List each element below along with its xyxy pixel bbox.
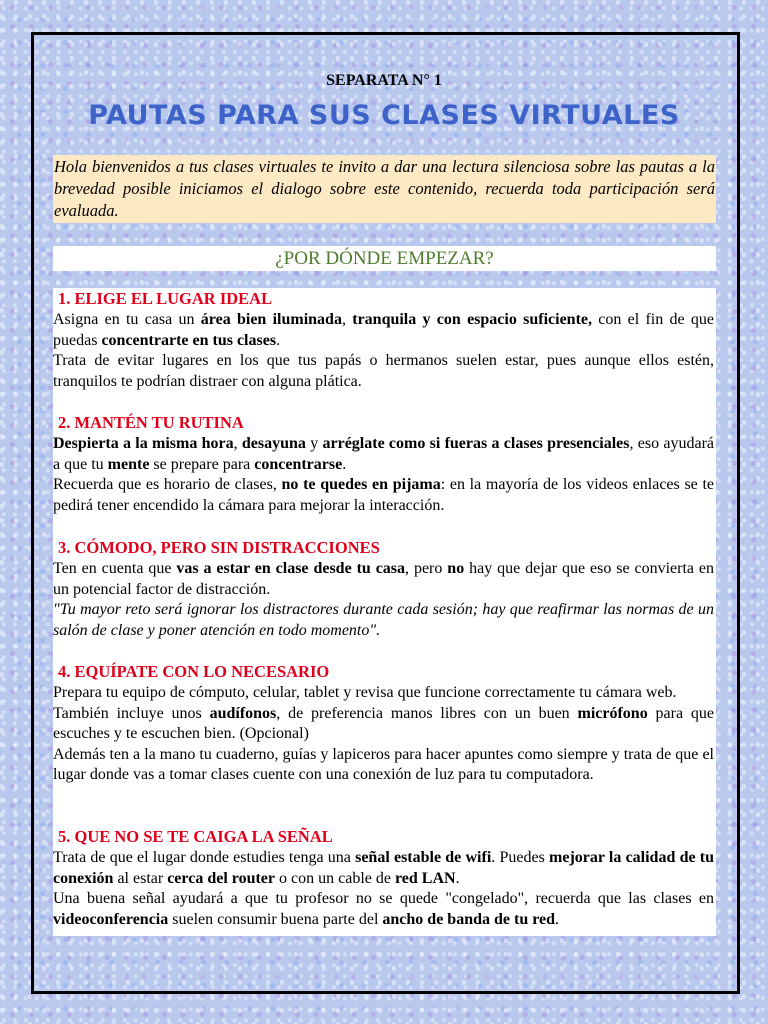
text: al estar [113, 869, 168, 887]
text-bold: cerca del router [167, 869, 276, 887]
content-area [53, 288, 716, 936]
text-bold: concentrarse [254, 455, 343, 473]
text: suelen consumir buena parte del [168, 910, 383, 928]
section-3-quote: "Tu mayor reto será ignorar los distractores durante cada sesión; hay que reafirmar las normas de un salón de clase y poner atención en todo momento". [53, 601, 714, 639]
text-bold: ancho de banda de tu red [382, 910, 556, 928]
text: , [341, 311, 353, 328]
text-bold: mejorar la calidad de tu conexión [53, 849, 715, 887]
text: Trata de que el lugar donde estudies tenga una [53, 849, 356, 866]
section-1-title: 1. ELIGE EL LUGAR IDEAL [58, 289, 273, 308]
text-bold: señal estable de wifi [355, 849, 492, 866]
intro-paragraph: Hola bienvenidos a tus clases virtuales te invito a dar una lectura silenciosa sobre las pautas a la brevedad posible iniciamos el dialogo sobre este contenido, recuerda toda participación será evaluada. [53, 155, 716, 223]
section-4-title: 4. EQUÍPATE CON LO NECESARIO [58, 662, 330, 681]
text-bold: arréglate como si fueras a clases presenciales [322, 435, 630, 452]
section-5-paragraph-2 [53, 889, 714, 930]
text: . [455, 869, 460, 887]
text-bold: videoconferencia [53, 910, 169, 928]
text: También incluye unos [53, 704, 210, 722]
section-2-paragraph-2 [53, 475, 714, 516]
section-4 [53, 661, 714, 786]
text: para que escuches y te escuchen bien. (Opcional) [53, 704, 714, 742]
section-1-paragraph-1 [53, 310, 714, 351]
section-5-title: 5. QUE NO SE TE CAIGA LA SEÑAL [58, 827, 333, 846]
text: Una buena señal ayudará a que tu profesor no se quede "congelado", recuerda que las clases en [53, 890, 714, 907]
section-2 [53, 412, 714, 516]
text-bold: mente [107, 455, 150, 473]
section-3 [53, 537, 714, 641]
section-5-paragraph-1 [53, 848, 714, 889]
text: . Puedes [491, 849, 550, 866]
text: , de preferencia manos libres con un buen [276, 704, 578, 722]
text-bold: audífonos [209, 704, 277, 722]
text: , eso ayudará a que tu [53, 435, 715, 473]
text: Recuerda que es horario de clases, [53, 476, 282, 493]
text-bold: Despierta a la misma hora [53, 435, 234, 452]
text: . [555, 910, 560, 928]
text: : en la mayoría de los videos enlaces se te pedirá tener encendido la cámara para mejorar la interacción. [53, 476, 715, 514]
page-title: PAUTAS PARA SUS CLASES VIRTUALES [88, 100, 680, 131]
text-bold: no [447, 560, 465, 577]
section-1-paragraph-2: Trata de evitar lugares en los que tus papás o hermanos suelen estar, pues aunque ellos estén, tranquilos te podrían distraer con alguna plática. [53, 352, 714, 390]
text-bold: tranquila y con espacio suficiente, [352, 311, 592, 328]
text: Ten en cuenta que [53, 560, 177, 577]
text: , pero [405, 560, 448, 577]
section-2-paragraph-1 [53, 434, 714, 475]
text-bold: micrófono [577, 704, 648, 722]
text: . [276, 331, 281, 349]
section-4-paragraph-2 [53, 704, 714, 745]
text: hay que dejar que eso se convierta en un potencial factor de distracción. [53, 560, 715, 598]
section-3-title: 3. CÓMODO, PERO SIN DISTRACCIONES [58, 538, 380, 557]
text: y [305, 435, 323, 452]
section-3-paragraph-1 [53, 559, 714, 600]
section-2-title: 2. MANTÉN TU RUTINA [58, 413, 244, 432]
section-5 [53, 826, 714, 930]
text-bold: no te quedes en pijama [281, 476, 441, 493]
text: o con un cable de [275, 869, 395, 887]
text: se prepare para [149, 455, 255, 473]
text-bold: vas a estar en clase desde tu casa [176, 560, 406, 577]
text-bold: concentrarte en tus clases [101, 331, 277, 349]
text: . [342, 455, 347, 473]
section-heading: ¿POR DÓNDE EMPEZAR? [53, 246, 716, 271]
section-4-paragraph-1: Prepara tu equipo de cómputo, celular, tablet y revisa que funcione correctamente tu cámara web. [53, 684, 677, 701]
separata-label: SEPARATA N° 1 [326, 72, 442, 89]
text-bold: red LAN [394, 869, 456, 887]
text-bold: área bien iluminada [200, 311, 342, 328]
section-4-paragraph-3: Además ten a la mano tu cuaderno, guías y lapiceros para hacer apuntes como siempre y trata de que el lugar donde vas a tomar clases cuente con una conexión de luz para tu computadora. [53, 745, 714, 783]
text: con el fin de que puedas [53, 311, 714, 349]
section-1 [53, 288, 714, 392]
text: Asigna en tu casa un [53, 311, 201, 328]
text-bold: desayuna [241, 435, 306, 452]
text: , [233, 435, 242, 452]
